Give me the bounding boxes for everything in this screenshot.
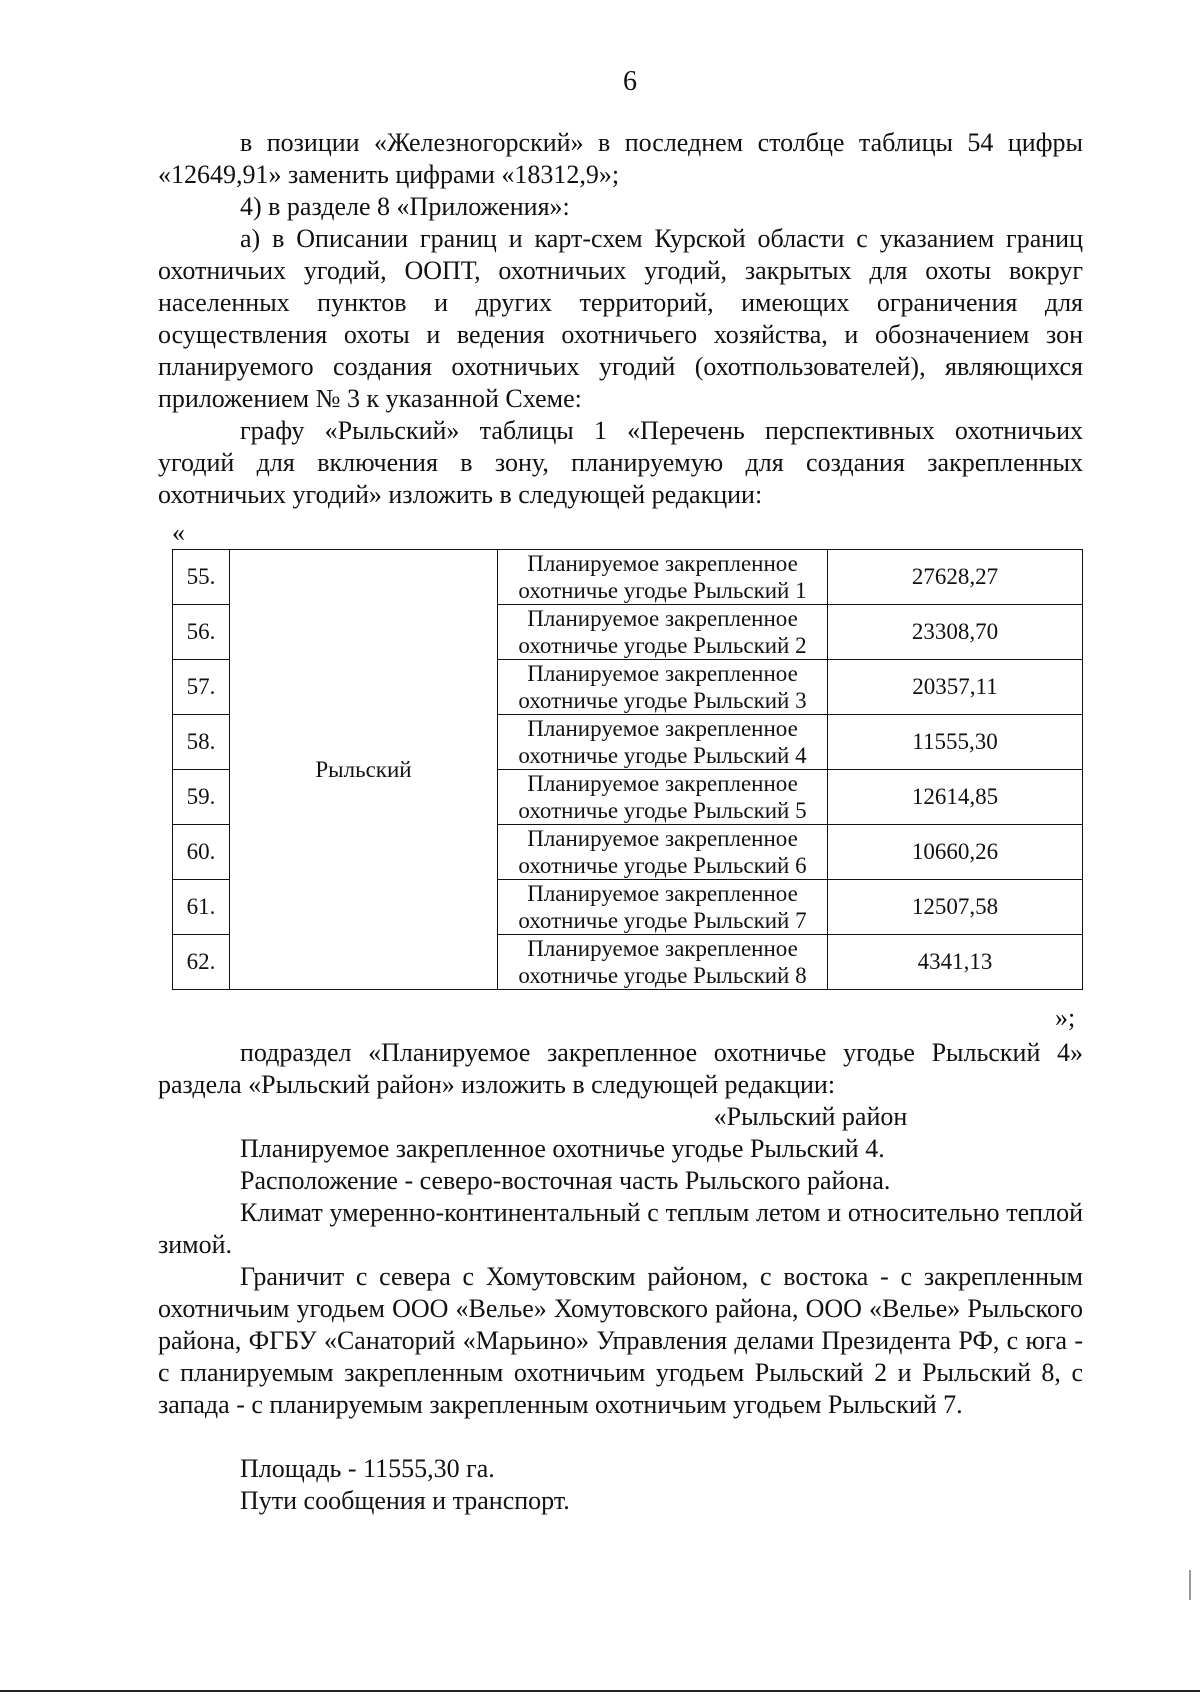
row-number: 62. — [173, 935, 230, 990]
name-line-2: охотничье угодье Рыльский 6 — [518, 853, 807, 878]
area-value: 12614,85 — [828, 770, 1083, 825]
paragraph-area: Площадь - 11555,30 га. — [240, 1454, 495, 1483]
table-row — [173, 550, 1083, 605]
name-line-1: Планируемое закрепленное — [527, 826, 798, 851]
area-value: 27628,27 — [828, 550, 1083, 605]
row-number: 56. — [173, 605, 230, 660]
district-cell: Рыльский — [230, 550, 498, 990]
row-number: 60. — [173, 825, 230, 880]
row-number: 61. — [173, 880, 230, 935]
area-value: 10660,26 — [828, 825, 1083, 880]
name-line-1: Планируемое закрепленное — [527, 716, 798, 741]
paragraph-table-1-instruction: графу «Рыльский» таблицы 1 «Перечень перспективных охотничьих угодий для включения в зону, планируемую для создания закрепленных охотничьих угодий» изложить в следующей редакции: — [158, 416, 1083, 509]
row-number: 57. — [173, 660, 230, 715]
hunting-ground-name — [498, 715, 828, 770]
area-value: 20357,11 — [828, 660, 1083, 715]
name-line-2: охотничье угодье Рыльский 8 — [518, 963, 807, 988]
table-open-quote: « — [172, 518, 185, 547]
area-value: 23308,70 — [828, 605, 1083, 660]
page-number: 6 — [623, 66, 637, 97]
paragraph-location: Расположение - северо-восточная часть Рыльского района. — [240, 1166, 891, 1195]
scan-edge-mark — [1189, 1570, 1191, 1600]
name-line-1: Планируемое закрепленное — [527, 661, 798, 686]
name-line-1: Планируемое закрепленное — [527, 551, 798, 576]
table-close-quote: »; — [1055, 1003, 1076, 1032]
hunting-ground-name — [498, 605, 828, 660]
paragraph-ground-name: Планируемое закрепленное охотничье угодье Рыльский 4. — [240, 1134, 885, 1163]
area-value: 11555,30 — [828, 715, 1083, 770]
name-line-2: охотничье угодье Рыльский 4 — [518, 743, 807, 768]
name-line-2: охотничье угодье Рыльский 3 — [518, 688, 807, 713]
row-number: 59. — [173, 770, 230, 825]
name-line-2: охотничье угодье Рыльский 7 — [518, 908, 807, 933]
paragraph-section-8-heading: 4) в разделе 8 «Приложения»: — [240, 192, 570, 221]
name-line-1: Планируемое закрепленное — [527, 771, 798, 796]
row-number: 55. — [173, 550, 230, 605]
paragraph-appendix-description: а) в Описании границ и карт-схем Курской области с указанием границ охотничьих угодий, ООПТ, охотничьих угодий, закрытых для охоты вокруг населенных пунктов и других территорий, имеющих ограничения для осуществления охоты и ведения охотничьего хозяйства, и обозначением зон планируемого создания охотничьих угодий (охотпользователей), являющихся приложением № 3 к указанной Схеме: — [158, 224, 1083, 413]
name-line-1: Планируемое закрепленное — [527, 606, 798, 631]
scan-bottom-rule — [0, 1690, 1200, 1692]
section-heading: «Рыльский район — [713, 1102, 908, 1131]
row-number: 58. — [173, 715, 230, 770]
paragraph-subsection-instruction: подраздел «Планируемое закрепленное охотничье угодье Рыльский 4» раздела «Рыльский район» изложить в следующей редакции: — [158, 1038, 1083, 1099]
hunting-ground-name — [498, 935, 828, 990]
hunting-ground-name — [498, 660, 828, 715]
hunting-ground-name — [498, 825, 828, 880]
paragraph-climate: Климат умеренно-континентальный с теплым летом и относительно теплой зимой. — [158, 1198, 1083, 1259]
hunting-ground-name — [498, 550, 828, 605]
hunting-ground-name — [498, 880, 828, 935]
hunting-ground-name — [498, 770, 828, 825]
paragraph-zheleznogorsky-amendment: в позиции «Железногорский» в последнем столбце таблицы 54 цифры «12649,91» заменить цифрами «18312,9»; — [158, 128, 1083, 189]
hunting-grounds-table — [172, 549, 1083, 990]
name-line-2: охотничье угодье Рыльский 5 — [518, 798, 807, 823]
area-value: 12507,58 — [828, 880, 1083, 935]
name-line-1: Планируемое закрепленное — [527, 881, 798, 906]
paragraph-borders: Граничит с севера с Хомутовским районом, с востока - с закрепленным охотничьим угодьем ООО «Велье» Хомутовского района, ООО «Велье» Рыльского района, ФГБУ «Санаторий «Марьино» Управления делами Президента РФ, с юга - с планируемым закрепленным охотничьим угодьем Рыльский 2 и Рыльский 8, с запада - с планируемым закрепленным охотничьим угодьем Рыльский 7. — [158, 1262, 1083, 1419]
area-value: 4341,13 — [828, 935, 1083, 990]
name-line-2: охотничье угодье Рыльский 1 — [518, 578, 807, 603]
name-line-2: охотничье угодье Рыльский 2 — [518, 633, 807, 658]
name-line-1: Планируемое закрепленное — [527, 936, 798, 961]
paragraph-transport: Пути сообщения и транспорт. — [240, 1486, 570, 1515]
